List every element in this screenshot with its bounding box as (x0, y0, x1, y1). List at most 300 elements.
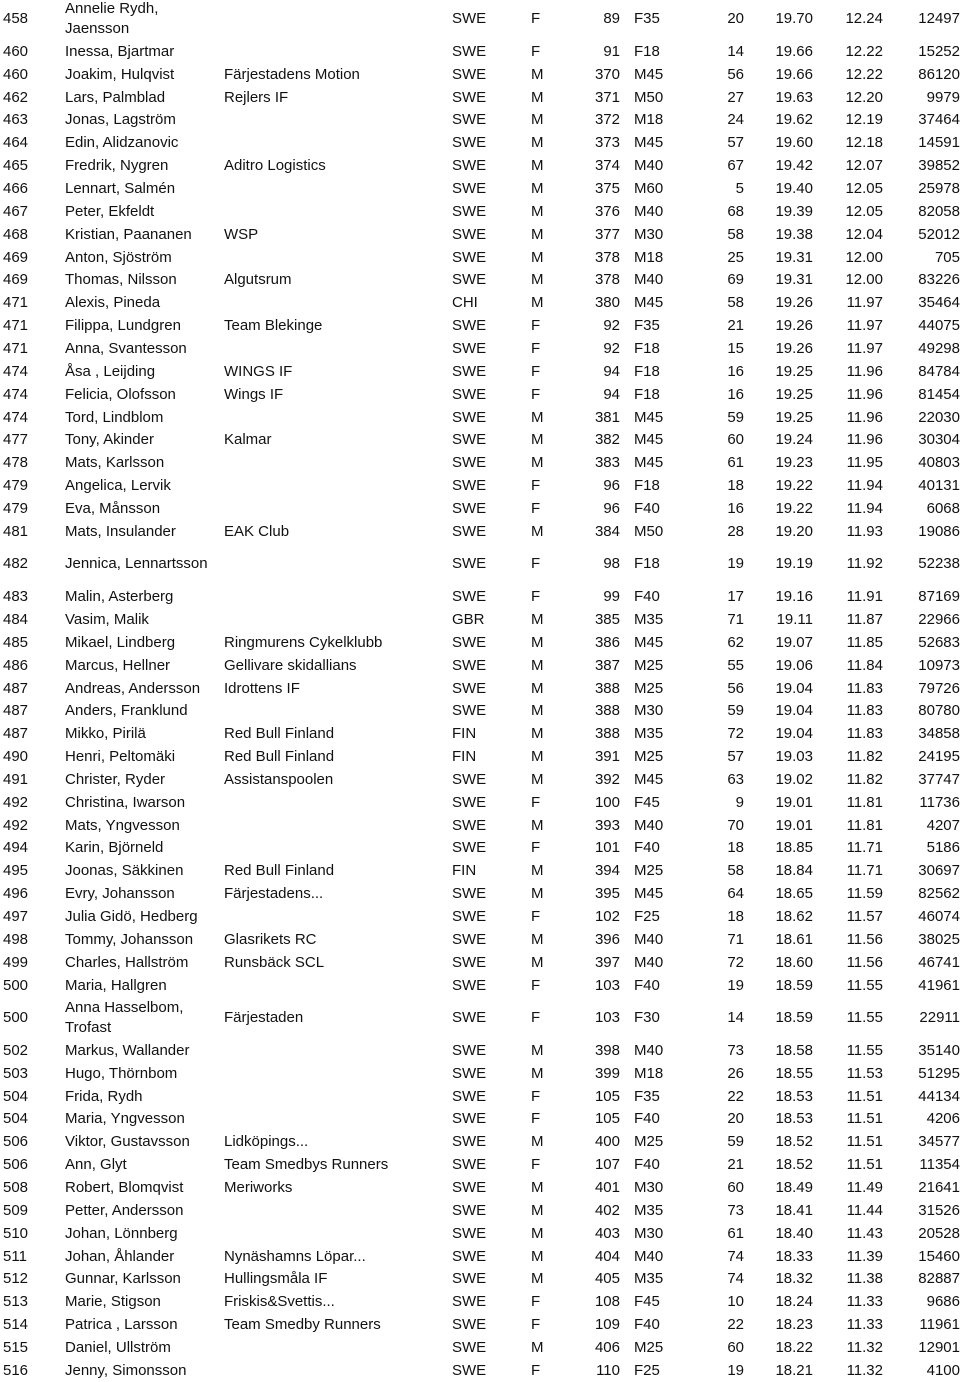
gender-place-cell: 388 (594, 679, 620, 697)
pace-cell: 11.94 (846, 477, 883, 495)
position-cell: 492 (3, 793, 29, 811)
position-cell: 469 (3, 248, 29, 266)
participant-name-cell: Hugo, Thörnbom (65, 1064, 178, 1082)
nationality-cell: SWE (452, 1247, 487, 1265)
bib-id-cell: 20528 (918, 1224, 960, 1242)
table-row (0, 928, 960, 951)
nationality-cell: SWE (452, 1224, 487, 1242)
speed-cell: 19.63 (775, 88, 813, 106)
pace-cell: 11.97 (846, 294, 883, 312)
pace-cell: 11.44 (846, 1201, 883, 1219)
club-name-cell: Team Smedby Runners (224, 1316, 381, 1334)
participant-name-cell: Johan, Åhlander (65, 1247, 175, 1265)
table-row (0, 86, 960, 109)
speed-cell: 19.66 (775, 42, 813, 60)
nationality-cell: SWE (452, 1087, 487, 1105)
gender-place-cell: 89 (603, 10, 620, 28)
sex-cell: M (531, 408, 544, 426)
participant-name-cell: Anton, Sjöström (65, 248, 172, 266)
club-name-cell (224, 906, 449, 929)
class-place-cell: 60 (727, 1179, 744, 1197)
nationality-cell: SWE (452, 839, 487, 857)
nationality-cell: SWE (452, 248, 487, 266)
speed-cell: 18.61 (775, 930, 813, 948)
participant-name-cell: Tony, Akinder (65, 431, 154, 449)
class-place-cell: 56 (727, 679, 744, 697)
nationality-cell: SWE (452, 454, 487, 472)
participant-name-cell: Mats, Insulander (65, 522, 176, 540)
position-cell: 458 (3, 10, 29, 28)
speed-cell: 19.22 (775, 499, 813, 517)
class-cell: M45 (634, 408, 664, 426)
sex-cell: M (531, 1133, 544, 1151)
speed-cell: 19.38 (775, 225, 813, 243)
class-place-cell: 18 (727, 908, 744, 926)
bib-id-cell: 30697 (918, 862, 960, 880)
pace-cell: 11.55 (846, 1009, 883, 1027)
club-name-cell (224, 609, 449, 632)
class-place-cell: 17 (727, 588, 744, 606)
class-place-cell: 25 (727, 248, 744, 266)
position-cell: 471 (3, 339, 29, 357)
bib-id-cell: 83226 (918, 271, 960, 289)
position-cell: 479 (3, 477, 29, 495)
club-name-cell: WSP (224, 225, 259, 243)
club-name-cell (224, 498, 449, 521)
sex-cell: M (531, 1338, 544, 1356)
nationality-cell: SWE (452, 1156, 487, 1174)
speed-cell: 19.07 (775, 633, 813, 651)
speed-cell: 18.85 (775, 839, 813, 857)
gender-place-cell: 391 (594, 748, 620, 766)
bib-id-cell: 15460 (918, 1247, 960, 1265)
gender-place-cell: 107 (594, 1156, 620, 1174)
club-name-cell (224, 837, 449, 860)
participant-name-cell: Vasim, Malik (65, 610, 149, 628)
gender-place-cell: 377 (594, 225, 620, 243)
club-name-cell: Red Bull Finland (224, 725, 335, 743)
position-cell: 471 (3, 317, 29, 335)
class-cell: F35 (634, 1087, 660, 1105)
class-cell: F40 (634, 976, 660, 994)
table-row (0, 677, 960, 700)
speed-cell: 18.84 (775, 862, 813, 880)
bib-id-cell: 80780 (918, 702, 960, 720)
participant-name-cell: Mats, Yngvesson (65, 816, 180, 834)
pace-cell: 12.05 (845, 180, 883, 198)
club-name-cell (224, 1359, 449, 1382)
class-place-cell: 21 (727, 1156, 744, 1174)
position-cell: 483 (3, 588, 29, 606)
table-row (0, 269, 960, 292)
participant-name-cell: Robert, Blomqvist (65, 1179, 184, 1197)
position-cell: 462 (3, 88, 29, 106)
position-cell: 492 (3, 816, 29, 834)
sex-cell: F (531, 317, 541, 335)
gender-place-cell: 98 (603, 555, 620, 573)
nationality-cell: SWE (452, 431, 487, 449)
table-row (0, 0, 960, 41)
position-cell: 500 (3, 976, 29, 994)
gender-place-cell: 374 (594, 157, 620, 175)
nationality-cell: SWE (452, 633, 487, 651)
pace-cell: 12.00 (845, 248, 883, 266)
table-row (0, 1291, 960, 1314)
class-place-cell: 70 (727, 816, 744, 834)
class-cell: F35 (634, 317, 660, 335)
sex-cell: M (531, 702, 544, 720)
pace-cell: 11.59 (846, 885, 883, 903)
nationality-cell: GBR (452, 610, 485, 628)
pace-cell: 11.51 (846, 1133, 883, 1151)
class-cell: F18 (634, 555, 660, 573)
bib-id-cell: 10973 (918, 656, 960, 674)
pace-cell: 11.49 (846, 1179, 883, 1197)
club-name-cell (224, 200, 449, 223)
class-place-cell: 21 (727, 317, 744, 335)
gender-place-cell: 403 (594, 1224, 620, 1242)
gender-place-cell: 91 (603, 42, 620, 60)
class-place-cell: 72 (727, 725, 744, 743)
sex-cell: M (531, 271, 544, 289)
sex-cell: M (531, 157, 544, 175)
table-row (0, 1108, 960, 1131)
pace-cell: 11.55 (846, 1041, 883, 1059)
sex-cell: M (531, 294, 544, 312)
speed-cell: 19.60 (775, 134, 813, 152)
nationality-cell: SWE (452, 225, 487, 243)
class-cell: M25 (634, 679, 664, 697)
bib-id-cell: 82058 (918, 202, 960, 220)
club-name-cell (224, 1040, 449, 1063)
bib-id-cell: 22911 (919, 1009, 960, 1027)
pace-cell: 11.96 (846, 408, 883, 426)
gender-place-cell: 103 (594, 976, 620, 994)
sex-cell: M (531, 248, 544, 266)
sex-cell: M (531, 522, 544, 540)
position-cell: 482 (3, 555, 29, 573)
table-row (0, 246, 960, 269)
class-place-cell: 19 (727, 1361, 744, 1379)
bib-id-cell: 11961 (919, 1316, 960, 1334)
table-row (0, 609, 960, 632)
gender-place-cell: 94 (603, 385, 620, 403)
sex-cell: F (531, 385, 541, 403)
class-cell: M45 (634, 65, 664, 83)
sex-cell: F (531, 793, 541, 811)
nationality-cell: SWE (452, 1361, 487, 1379)
position-cell: 496 (3, 885, 29, 903)
participant-name-cell: Patrica , Larsson (65, 1316, 178, 1334)
pace-cell: 11.55 (846, 976, 883, 994)
bib-id-cell: 25978 (918, 180, 960, 198)
participant-name-cell: Henri, Peltomäki (65, 748, 176, 766)
gender-place-cell: 386 (594, 633, 620, 651)
class-cell: M45 (634, 454, 664, 472)
class-place-cell: 22 (727, 1087, 744, 1105)
participant-name-cell: Fredrik, Nygren (65, 157, 169, 175)
table-row (0, 1314, 960, 1337)
class-cell: F40 (634, 588, 660, 606)
class-cell: F45 (634, 793, 660, 811)
gender-place-cell: 109 (594, 1316, 620, 1334)
position-cell: 464 (3, 134, 29, 152)
gender-place-cell: 402 (594, 1201, 620, 1219)
pace-cell: 11.39 (846, 1247, 883, 1265)
speed-cell: 19.25 (775, 362, 813, 380)
table-row (0, 723, 960, 746)
table-row (0, 338, 960, 361)
position-cell: 502 (3, 1041, 29, 1059)
club-name-cell (224, 700, 449, 723)
bib-id-cell: 4100 (926, 1361, 960, 1379)
class-place-cell: 16 (727, 362, 744, 380)
club-name-cell: Runsbäck SCL (224, 953, 325, 971)
position-cell: 510 (3, 1224, 29, 1242)
table-row (0, 974, 960, 997)
sex-cell: M (531, 180, 544, 198)
table-row (0, 700, 960, 723)
class-place-cell: 59 (727, 408, 744, 426)
table-row (0, 951, 960, 974)
table-row (0, 1085, 960, 1108)
bib-id-cell: 40131 (918, 477, 960, 495)
class-cell: M45 (634, 134, 664, 152)
bib-id-cell: 44134 (918, 1087, 960, 1105)
position-cell: 503 (3, 1064, 29, 1082)
bib-id-cell: 52238 (918, 555, 960, 573)
club-name-cell (224, 1108, 449, 1131)
class-place-cell: 10 (727, 1293, 744, 1311)
class-cell: M40 (634, 1041, 664, 1059)
speed-cell: 19.66 (775, 65, 813, 83)
position-cell: 463 (3, 111, 29, 129)
position-cell: 469 (3, 271, 29, 289)
gender-place-cell: 375 (594, 180, 620, 198)
class-place-cell: 67 (727, 157, 744, 175)
sex-cell: F (531, 10, 541, 28)
sex-cell: M (531, 679, 544, 697)
position-cell: 495 (3, 862, 29, 880)
bib-id-cell: 11354 (919, 1156, 960, 1174)
speed-cell: 18.33 (775, 1247, 813, 1265)
class-cell: M35 (634, 610, 664, 628)
gender-place-cell: 92 (603, 339, 620, 357)
nationality-cell: SWE (452, 770, 487, 788)
speed-cell: 19.62 (775, 111, 813, 129)
position-cell: 494 (3, 839, 29, 857)
speed-cell: 19.24 (775, 431, 813, 449)
nationality-cell: SWE (452, 1293, 487, 1311)
bib-id-cell: 87169 (918, 588, 960, 606)
bib-id-cell: 51295 (918, 1064, 960, 1082)
class-cell: M40 (634, 202, 664, 220)
position-cell: 509 (3, 1201, 29, 1219)
nationality-cell: SWE (452, 885, 487, 903)
club-name-cell: Idrottens IF (224, 679, 300, 697)
class-place-cell: 24 (727, 111, 744, 129)
class-place-cell: 61 (727, 454, 744, 472)
bib-id-cell: 86120 (918, 65, 960, 83)
pace-cell: 11.71 (846, 839, 883, 857)
position-cell: 499 (3, 953, 29, 971)
pace-cell: 11.97 (846, 317, 883, 335)
club-name-cell (224, 132, 449, 155)
club-name-cell (224, 1085, 449, 1108)
position-cell: 478 (3, 454, 29, 472)
bib-id-cell: 705 (934, 248, 960, 266)
gender-place-cell: 371 (594, 88, 620, 106)
table-row (0, 383, 960, 406)
bib-id-cell: 11736 (919, 793, 960, 811)
sex-cell: M (531, 225, 544, 243)
class-place-cell: 19 (727, 555, 744, 573)
class-cell: M25 (634, 656, 664, 674)
class-place-cell: 14 (727, 42, 744, 60)
class-cell: M25 (634, 862, 664, 880)
speed-cell: 19.26 (775, 339, 813, 357)
sex-cell: F (531, 362, 541, 380)
pace-cell: 11.84 (846, 656, 883, 674)
gender-place-cell: 373 (594, 134, 620, 152)
participant-name-cell: Felicia, Olofsson (65, 385, 176, 403)
nationality-cell: SWE (452, 408, 487, 426)
bib-id-cell: 9979 (926, 88, 960, 106)
sex-cell: M (531, 454, 544, 472)
class-place-cell: 15 (727, 339, 744, 357)
sex-cell: M (531, 1064, 544, 1082)
class-cell: M35 (634, 1201, 664, 1219)
bib-id-cell: 82562 (918, 885, 960, 903)
participant-name-cell: Marcus, Hellner (65, 656, 171, 674)
participant-name-cell: Lennart, Salmén (65, 180, 176, 198)
class-cell: M50 (634, 88, 664, 106)
club-name-cell: WINGS IF (224, 362, 293, 380)
bib-id-cell: 12901 (918, 1338, 960, 1356)
bib-id-cell: 40803 (918, 454, 960, 472)
club-name-cell: Red Bull Finland (224, 862, 335, 880)
gender-place-cell: 101 (594, 839, 620, 857)
speed-cell: 19.04 (775, 725, 813, 743)
class-place-cell: 28 (727, 522, 744, 540)
participant-name-cell: Ann, Glyt (65, 1156, 127, 1174)
table-row (0, 631, 960, 654)
pace-cell: 11.85 (846, 633, 883, 651)
position-cell: 514 (3, 1316, 29, 1334)
bib-id-cell: 34858 (918, 725, 960, 743)
speed-cell: 18.52 (775, 1156, 813, 1174)
nationality-cell: SWE (452, 134, 487, 152)
speed-cell: 18.59 (775, 976, 813, 994)
class-place-cell: 61 (727, 1224, 744, 1242)
class-cell: M35 (634, 725, 664, 743)
pace-cell: 11.56 (846, 930, 883, 948)
nationality-cell: SWE (452, 111, 487, 129)
pace-cell: 11.81 (846, 793, 883, 811)
gender-place-cell: 376 (594, 202, 620, 220)
class-place-cell: 27 (727, 88, 744, 106)
nationality-cell: FIN (452, 862, 477, 880)
gender-place-cell: 92 (603, 317, 620, 335)
class-cell: M18 (634, 248, 664, 266)
pace-cell: 11.95 (846, 454, 883, 472)
table-row (0, 1131, 960, 1154)
nationality-cell: SWE (452, 385, 487, 403)
club-name-cell (224, 1062, 449, 1085)
nationality-cell: SWE (452, 157, 487, 175)
gender-place-cell: 397 (594, 953, 620, 971)
participant-name-cell: Alexis, Pineda (65, 294, 161, 312)
table-row (0, 860, 960, 883)
bib-id-cell: 9686 (926, 1293, 960, 1311)
sex-cell: M (531, 885, 544, 903)
pace-cell: 11.94 (846, 499, 883, 517)
class-cell: F18 (634, 42, 660, 60)
table-row (0, 997, 960, 1040)
pace-cell: 11.51 (846, 1156, 883, 1174)
speed-cell: 19.31 (775, 248, 813, 266)
sex-cell: F (531, 1361, 541, 1379)
pace-cell: 11.53 (846, 1064, 883, 1082)
nationality-cell: SWE (452, 477, 487, 495)
gender-place-cell: 383 (594, 454, 620, 472)
position-cell: 506 (3, 1133, 29, 1151)
club-name-cell (224, 41, 449, 64)
table-row (0, 475, 960, 498)
sex-cell: M (531, 1270, 544, 1288)
pace-cell: 12.00 (845, 271, 883, 289)
pace-cell: 11.82 (846, 748, 883, 766)
table-row (0, 132, 960, 155)
nationality-cell: SWE (452, 1316, 487, 1334)
participant-name-cell: Johan, Lönnberg (65, 1224, 178, 1242)
position-cell: 467 (3, 202, 29, 220)
pace-cell: 12.22 (845, 65, 883, 83)
nationality-cell: SWE (452, 1133, 487, 1151)
pace-cell: 11.38 (846, 1270, 883, 1288)
gender-place-cell: 392 (594, 770, 620, 788)
bib-id-cell: 21641 (918, 1179, 960, 1197)
class-cell: F18 (634, 385, 660, 403)
speed-cell: 19.03 (775, 748, 813, 766)
position-cell: 516 (3, 1361, 29, 1379)
nationality-cell: SWE (452, 88, 487, 106)
participant-name-cell: Maria, Yngvesson (65, 1110, 185, 1128)
position-cell: 497 (3, 908, 29, 926)
table-row (0, 1177, 960, 1200)
nationality-cell: SWE (452, 202, 487, 220)
gender-place-cell: 394 (594, 862, 620, 880)
pace-cell: 11.33 (846, 1293, 883, 1311)
speed-cell: 19.70 (775, 10, 813, 28)
bib-id-cell: 46741 (918, 953, 960, 971)
bib-id-cell: 4206 (926, 1110, 960, 1128)
class-cell: F18 (634, 362, 660, 380)
gender-place-cell: 388 (594, 702, 620, 720)
class-place-cell: 73 (727, 1201, 744, 1219)
participant-name-cell: Angelica, Lervik (65, 477, 171, 495)
club-name-cell: Team Blekinge (224, 317, 323, 335)
bib-id-cell: 35140 (918, 1041, 960, 1059)
class-place-cell: 57 (727, 134, 744, 152)
table-row (0, 586, 960, 609)
bib-id-cell: 35464 (918, 294, 960, 312)
class-cell: M30 (634, 225, 664, 243)
participant-name-cell: Anna Hasselbom, Trofast (65, 999, 184, 1037)
position-cell: 500 (3, 1009, 29, 1027)
pace-cell: 11.96 (846, 362, 883, 380)
class-cell: M25 (634, 1338, 664, 1356)
